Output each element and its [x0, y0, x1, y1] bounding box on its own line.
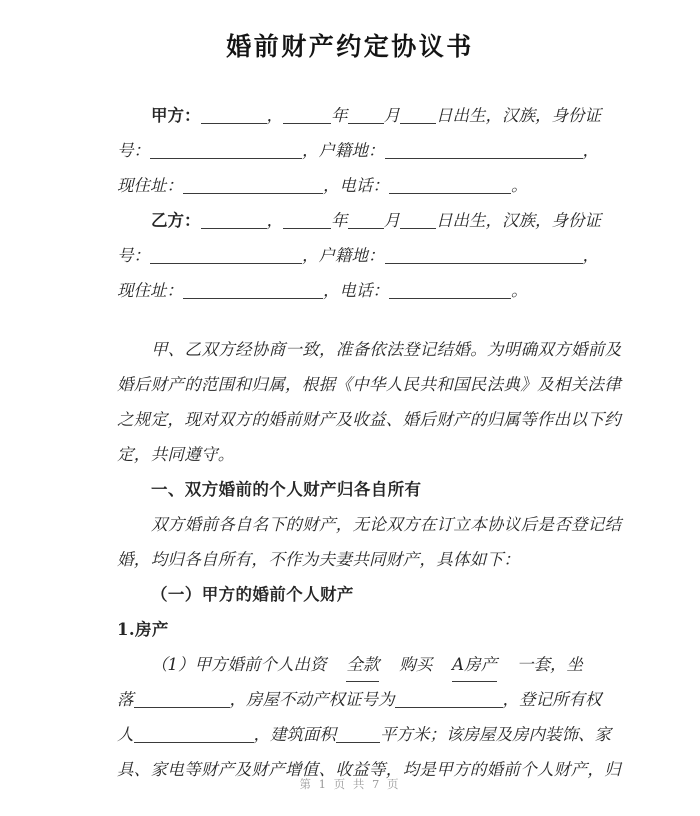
item-one-owner-label: 人	[117, 725, 134, 744]
section-one-body-line-2: 婚，均归各自所有，不作为夫妻共同财产，具体如下：	[117, 550, 521, 569]
item-one-cert-blank[interactable]	[395, 706, 503, 708]
document-body	[117, 98, 622, 787]
item-one-cert-label: ，房屋不动产权证号为	[229, 690, 395, 709]
item-one-heading: 1.房产	[117, 620, 169, 639]
item-one-text-c: 一套，坐	[516, 655, 583, 674]
preamble-line-2: 婚后财产的范围和归属，根据《中华人民共和国民法典》及相关法律	[117, 375, 621, 394]
party-b-line-1	[117, 203, 601, 238]
item-one-line-1	[117, 647, 583, 682]
page-footer: 第 1 页 共 7 页	[299, 777, 401, 791]
party-b-id-label: 号：	[117, 246, 150, 265]
party-a-tel-blank[interactable]	[389, 192, 511, 194]
party-b-year-blank[interactable]	[283, 227, 331, 229]
item-one-underline-property: A房产	[452, 647, 497, 682]
item-one-line-2	[117, 682, 602, 717]
subsection-one-heading: （一）甲方的婚前个人财产	[151, 585, 354, 604]
party-b-comma-1: ，	[266, 211, 283, 230]
party-b-huji-blank[interactable]	[385, 262, 583, 264]
party-b-day-blank[interactable]	[400, 227, 436, 229]
party-b-name-blank[interactable]	[201, 227, 267, 229]
party-a-id-label: 号：	[117, 141, 150, 160]
party-b-line-3	[117, 273, 583, 308]
party-b-year-label: 年	[331, 211, 348, 230]
party-a-address-blank[interactable]	[183, 192, 323, 194]
item-one-area-unit-text: 平方米；该房屋及房内装饰、家	[380, 725, 611, 744]
party-a-comma-1: ，	[266, 106, 283, 125]
party-b-line3-end: 。	[511, 281, 528, 300]
party-a-birth-text: 日出生，汉族，身份证	[436, 106, 601, 125]
item-one-line-4: 具、家电等财产及财产增值、收益等，均是甲方的婚前个人财产，归	[117, 760, 621, 779]
party-b-tel-blank[interactable]	[389, 297, 511, 299]
item-one-underline-payment: 全款	[346, 647, 379, 682]
party-a-line-2	[117, 133, 599, 168]
page-title: 婚前财产约定协议书	[226, 32, 474, 61]
party-b-tel-label: ，电话：	[323, 281, 389, 300]
item-one-owner-lead: ，登记所有权	[502, 690, 602, 709]
party-b-huji-label: ，户籍地：	[302, 246, 385, 265]
item-one-text-a: （1）甲方婚前个人出资	[151, 655, 327, 674]
party-a-line-3	[117, 168, 583, 203]
party-a-huji-label: ，户籍地：	[302, 141, 385, 160]
party-b-address-blank[interactable]	[183, 297, 323, 299]
party-a-day-blank[interactable]	[400, 122, 436, 124]
party-b-line2-end: ，	[582, 246, 599, 265]
preamble-spacer	[117, 308, 583, 332]
party-b-month-blank[interactable]	[348, 227, 384, 229]
party-a-line3-end: 。	[511, 176, 528, 195]
item-one-line-3	[117, 717, 611, 752]
preamble-line-3: 之规定，现对双方的婚前财产及收益、婚后财产的归属等作出以下约	[117, 410, 621, 429]
section-one-body-line-1: 双方婚前各自名下的财产，无论双方在订立本协议后是否登记结	[151, 515, 622, 534]
item-one-location-blank[interactable]	[134, 706, 230, 708]
party-a-month-blank[interactable]	[348, 122, 384, 124]
party-b-label: 乙方：	[151, 211, 201, 230]
party-b-id-blank[interactable]	[150, 262, 302, 264]
party-a-id-blank[interactable]	[150, 157, 302, 159]
party-b-line-2	[117, 238, 599, 273]
item-one-area-label: ，建筑面积	[253, 725, 336, 744]
party-a-line2-end: ，	[582, 141, 599, 160]
item-one-area-blank[interactable]	[336, 741, 380, 743]
party-a-year-blank[interactable]	[283, 122, 331, 124]
preamble-line-4: 定，共同遵守。	[117, 445, 235, 464]
party-b-month-label: 月	[383, 211, 400, 230]
party-b-address-label: 现住址：	[117, 281, 183, 300]
party-a-month-label: 月	[383, 106, 400, 125]
party-a-huji-blank[interactable]	[385, 157, 583, 159]
preamble-line-1: 甲、乙双方经协商一致，准备依法登记结婚。为明确双方婚前及	[151, 340, 622, 359]
party-a-year-label: 年	[331, 106, 348, 125]
party-a-tel-label: ，电话：	[323, 176, 389, 195]
item-one-location-label: 落	[117, 690, 134, 709]
item-one-owner-blank[interactable]	[134, 741, 254, 743]
party-a-address-label: 现住址：	[117, 176, 183, 195]
section-one-heading: 一、双方婚前的个人财产归各自所有	[151, 480, 422, 499]
party-a-line-1	[117, 98, 601, 133]
party-a-name-blank[interactable]	[201, 122, 267, 124]
party-a-label: 甲方：	[151, 106, 201, 125]
party-b-birth-text: 日出生，汉族，身份证	[436, 211, 601, 230]
item-one-text-b: 购买	[399, 655, 433, 674]
